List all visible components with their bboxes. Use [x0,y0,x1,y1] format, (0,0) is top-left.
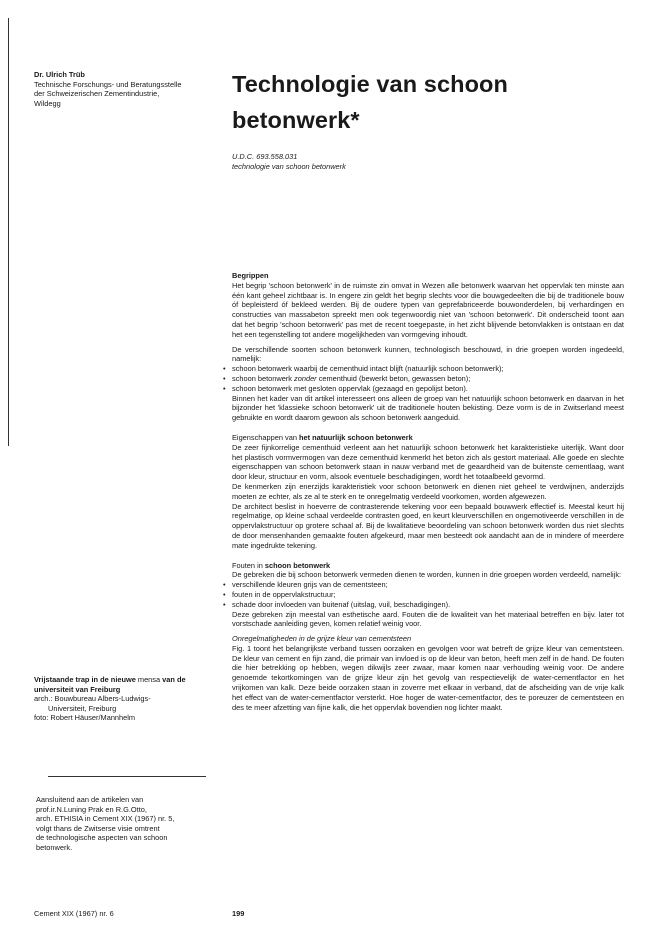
footnote-line: Aansluitend aan de artikelen van [36,795,144,804]
udc-block [232,152,346,172]
heading-bold: schoon betonwerk [264,560,331,570]
heading-text: Eigenschappen van [232,432,299,442]
section-heading-onregelmatigheden: Onregelmatigheden in de grijze kleur van cementsteen [232,634,412,644]
photo-caption [34,675,216,723]
paragraph: Binnen het kader van dit artikel interesseert ons alleen de groep van het natuurlijk schoon betonwerk en daarvan in het bijzonder het 'klassieke schoon betonwerk' uit de traditionele houten bekisting. Deze vorm is de in Zwitserland meest gebruikte en wordt daarom gewoon als schoon betonwerk aangeduid. [232,393,624,423]
bullet-item: • schoon betonwerk waarbij de cementhuid intact blijft (natuurlijk schoon betonwerk); [232,364,624,374]
paragraph: De verschillende soorten schoon betonwerk kunnen, technologisch beschouwd, in drie groepen worden ingedeeld, namelijk: [232,344,624,364]
margin-rule [8,18,9,446]
paragraph: Deze gebreken zijn meestal van esthetische aard. Fouten die de kwaliteit van het materiaal betreffen en bijv. later tot vorstschade aanleiding geven, komen relatief weinig voor. [232,609,624,629]
author-block [34,70,212,108]
section-heading-fouten [232,561,624,571]
caption-architect: arch.: Bouwbureau Albers-Ludwigs- [34,694,151,704]
section-heading-eigenschappen [232,433,624,443]
bullet-text: cementhuid (bewerkt beton, gewassen beton); [316,373,471,383]
footnote-line: prof.ir.N.Luning Prak en R.G.Otto, [36,804,147,814]
bullet-item: • verschillende kleuren grijs van de cementsteen; [232,580,624,590]
caption-photo-credit: foto: Robert Häuser/Mannhelm [34,713,136,723]
heading-text: Fouten in [232,560,265,570]
heading-bold: het natuurlijk schoon betonwerk [298,432,413,442]
bullet-item: • schoon betonwerk met gesloten oppervlak (gezaagd en gepolijst beton). [232,384,624,394]
caption-bold: Vrijstaande trap in de nieuwe [34,675,136,684]
udc-topic: technologie van schoon betonwerk [232,161,346,171]
author-affiliation-line: Technische Forschungs- und Beratungsstelle [34,79,182,89]
caption-text: mensa [135,675,163,684]
udc-code: U.D.C. 693.558.031 [232,152,298,161]
bullet-text: schoon betonwerk [232,373,295,383]
bullet-emphasis: zonder [294,373,317,383]
title-line: betonwerk* [232,107,360,133]
footnote [36,795,208,853]
caption-bold: van de [162,675,186,684]
page-number: 199 [232,909,245,918]
caption-line: universiteit van Freiburg [34,684,121,694]
footer-journal: Cement XIX (1967) nr. 6 [34,909,114,918]
author-affiliation-line: der Schweizerischen Zementindustrie, [34,89,160,99]
divider [48,776,206,777]
bullet-item: • schade door invloeden van buitenaf (uitslag, vuil, beschadigingen). [232,600,624,610]
author-name: Dr. Ulrich Trüb [34,70,85,79]
author-affiliation-line: Wildegg [34,98,61,108]
title-line: Technologie van schoon [232,71,508,97]
paragraph: De kenmerken zijn enerzijds karakteristiek voor schoon betonwerk en dienen niet geheel te verdwijnen, anderzijds moeten ze echter, als ze al te sterk en te onregelmatig verdeeld voorkomen, worden afgewezen. [232,481,624,501]
caption-architect: Universiteit, Freiburg [48,703,117,713]
bullet-item: • fouten in de oppervlakstructuur; [232,590,624,600]
main-text-column [232,271,624,712]
paragraph: De zeer fijnkorrelige cementhuid verleent aan het natuurlijk schoon betonwerk het karakteristieke uiterlijk. Want door het plastisch vormvermogen van deze cementhuid kenmerkt het beton zich als gestort materiaal. Alle goede en slechte eigenschappen van schoon betonwerk staan in nauw verband met de geaardheid van de buitenste cementlaag, want door kleur, structuur en vorm, alsook eventuele beschadigingen, wordt het totaalbeeld gevormd. [232,442,624,482]
paragraph: De gebreken die bij schoon betonwerk vermeden dienen te worden, kunnen in drie groepen worden verdeeld, namelijk: [232,570,622,580]
paragraph: Fig. 1 toont het belangrijkste verband tussen oorzaken en gevolgen voor wat betreft de grijze kleur van cementsteen. De kleur van cement en fijn zand, die primair van invloed is op de kleur van beton, heeft men zelf in de hand. De fouten die hier betrekking op hebben, wegen dikwijls zeer zwaar, maar komen naar verhouding weinig voor. De andere genoemde tekortkomingen van de grijze kleur zijn het gevolg van respectievelijk de water-cementfactor en het vrijkomen van kalk. Deze beide oorzaken staan in zoverre met elkaar in verband, dat de afscheiding van de vrije kalk het effect van de water-cementfactor versterkt. Hoe hoger de water-cementfactor, des te poreuzer de cementsteen en des te meer afzetting van fijne kalk, die het oppervlak bovendien nog lichter maakt. [232,643,624,712]
footnote-line: betonwerk. [36,842,73,852]
paragraph: Het begrip 'schoon betonwerk' in de ruimste zin omvat in Wezen alle betonwerk waarvan het oppervlak ten minste aan één kant geheel zichtbaar is. In engere zin geldt het begrip slechts voor die bouwgedeelten die bij de traditionele bouw óf bepleisterd óf bekleed werden. Bij de oudere typen van geprefabriceerde bouwonderdelen, bij verhardingen en constructies van massabeton spreekt men ook tegenwoordig niet van 'schoon betonwerk'. Dit onderscheid toont aan dat het begrip 'schoon betonwerk' pas met de recent toegepaste, in het zicht blijvende betonvlakken is ontstaan en dat het een tegenstelling tot andere mogelijkheden van vormgeving inhoudt. [232,280,624,339]
section-heading-begrippen: Begrippen [232,271,269,280]
caption-line [34,675,216,685]
footnote-line: de technologische aspecten van schoon [36,833,168,843]
footnote-line: arch. ETHISIA in Cement XIX (1967) nr. 5, [36,814,175,824]
bullet-item [232,374,624,384]
footnote-line: volgt thans de Zwitserse visie omtrent [36,823,160,833]
article-title [232,66,632,138]
paragraph: De architect beslist in hoeverre de contrasterende tekening voor een bepaald bouwwerk effectief is. Meestal keurt hij regelmatige, op kleine schaal verdeelde contrasten goed, en keurt kleurverschillen en ongemotiveerde verschillen in de oppervlakstructuur op grotere schaal af. Bij de kwalitatieve beoordeling van schoon betonwerk worden dus niet slechts de door mensenhanden gemaakte fouten afgekeurd, maar men besteedt ook aandacht aan de in mindere of meerdere mate ingedrukte tekening. [232,501,624,550]
